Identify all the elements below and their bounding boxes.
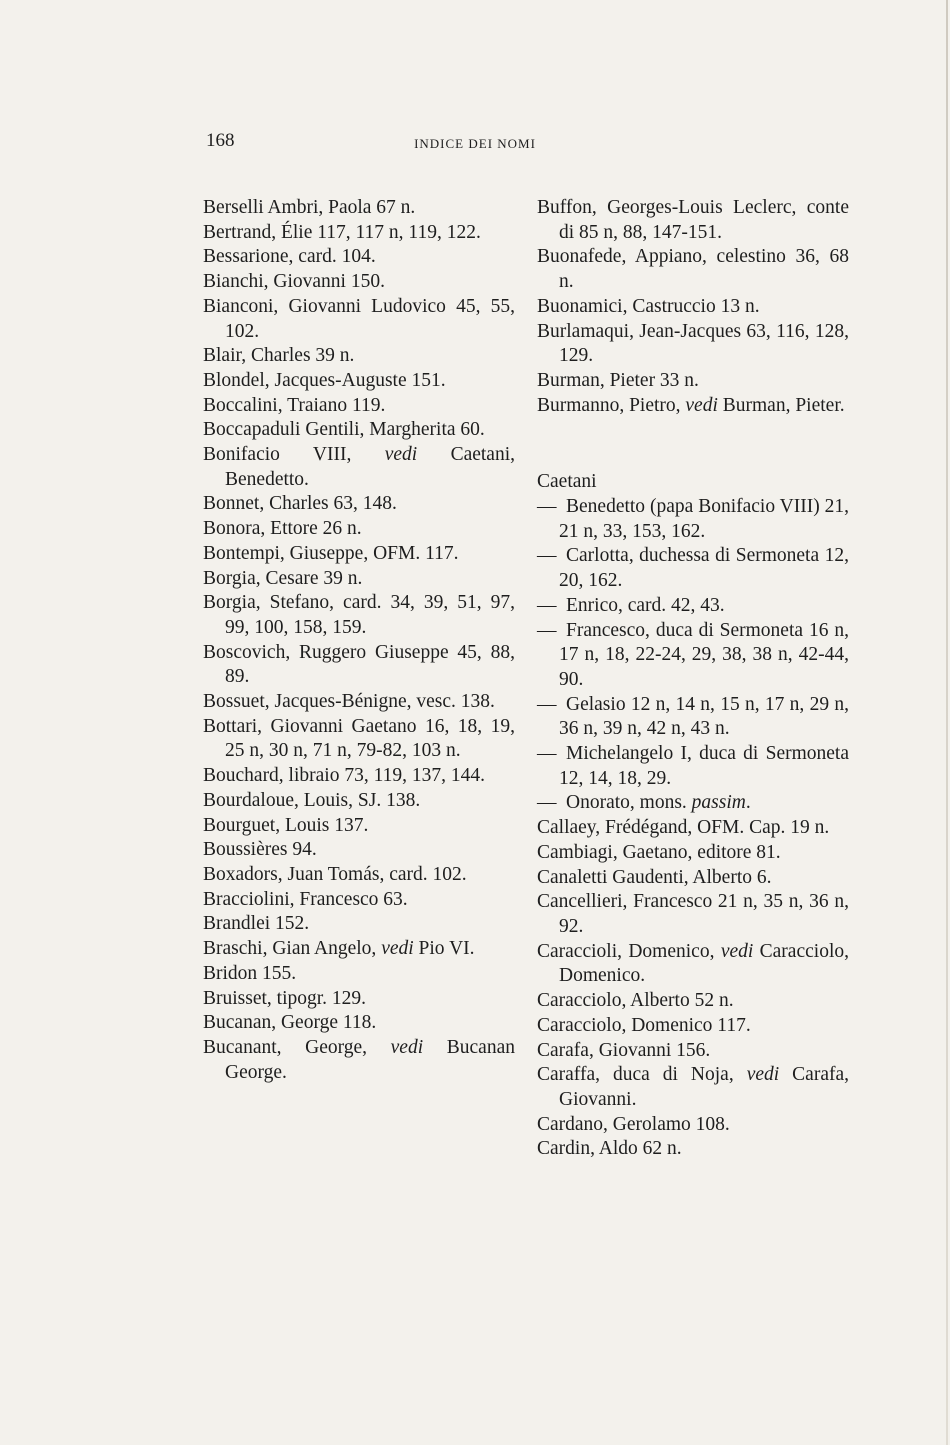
cross-reference-text: passim [691,792,746,814]
entry-text: Berselli Ambri, Paola 67 n. [203,197,416,218]
entry-text: Caetani [537,471,597,493]
entry-text: Cardano, Gerolamo 108. [537,1113,730,1135]
index-subentry [537,495,849,544]
page-edge [946,0,948,1445]
entry-text: Brandlei 152. [203,913,310,935]
subentry-dash: — [537,619,557,641]
index-entry [203,962,515,987]
entry-text: Bonifacio VIII, [203,444,385,466]
index-entry [203,591,515,640]
index-subentry [537,544,849,593]
entry-text: Michelangelo I, duca di Sermoneta 12, 14, 18, 29. [559,743,849,789]
index-entry [203,690,515,715]
entry-text: Bottari, Giovanni Gaetano 16, 18, 19, 25 n, 30 n, 71 n, 79-82, 103 n. [203,715,515,762]
index-entry [203,418,515,443]
index-entry [203,369,515,394]
entry-text: Boussières 94. [203,839,317,861]
entry-text: Burlamaqui, Jean-Jacques 63, 116, 128, 129. [537,320,849,367]
entry-text: Onorato, mons. [566,792,692,814]
index-entry [203,196,515,221]
index-entry [537,841,849,866]
index-entry [203,517,515,542]
index-entry [537,816,849,841]
subentry-dash: — [537,743,557,765]
entry-text: Blondel, Jacques-Auguste 151. [203,369,446,391]
index-entry [537,369,849,394]
index-entry [537,866,849,891]
entry-text: Bourguet, Louis 137. [203,814,369,836]
entry-text: Cambiagi, Gaetano, editore 81. [537,841,781,863]
index-subentry [537,619,849,693]
index-entry [203,863,515,888]
entry-text: Bonora, Ettore 26 n. [203,518,362,540]
entry-text: Bessarione, card. 104. [203,246,376,268]
entry-text: Burman, Pieter 33 n. [537,369,699,391]
subentry-dash: — [537,545,557,567]
index-column-left [203,196,515,1085]
cross-reference-text: vedi [720,940,754,962]
entry-text: Boxadors, Juan Tomás, card. 102. [203,863,467,885]
cross-reference-text: vedi [746,1064,780,1086]
entry-text: Francesco, duca di Sermoneta 16 n, 17 n, 18, 22-24, 29, 38, 38 n, 42-44, 90. [559,619,849,690]
subentry-dash: — [537,496,557,518]
entry-text: Cancellieri, Francesco 21 n, 35 n, 36 n, 92. [537,891,849,937]
index-entry [537,320,849,369]
entry-text: Benedetto (papa Bonifacio VIII) 21, 21 n, 33, 153, 162. [559,496,849,542]
cross-reference-text: vedi [390,1036,424,1058]
index-entry [203,912,515,937]
index-entry [537,989,849,1014]
cross-reference-text: vedi [685,394,718,416]
index-entry [203,443,515,492]
index-entry [203,270,515,295]
index-entry [537,1039,849,1064]
cross-reference-text: vedi [384,444,418,466]
entry-text: Bertrand, Élie 117, 117 n, 119, 122. [203,221,481,243]
index-entry [203,295,515,344]
index-entry [203,888,515,913]
index-entry [203,567,515,592]
entry-text: Buonafede, Appiano, celestino 36, 68 n. [537,246,849,293]
entry-text: Gelasio 12 n, 14 n, 15 n, 17 n, 29 n, 36 n, 39 n, 42 n, 43 n. [559,693,849,740]
entry-text: Carafa, Giovanni. [559,1064,849,1110]
entry-text: Bontempi, Giuseppe, OFM. 117. [203,542,459,564]
index-entry [537,394,849,419]
entry-text: Caraffa, duca di Noja, [537,1064,747,1086]
entry-text: Boscovich, Ruggero Giuseppe 45, 88, 89. [203,641,515,688]
entry-text: Caracciolo, Alberto 52 n. [537,990,734,1012]
index-subentry [537,693,849,742]
entry-text: Bridon 155. [203,962,297,984]
index-entry [537,940,849,989]
running-head: INDICE DEI NOMI [414,136,536,151]
index-entry [203,789,515,814]
entry-text: Bucanan, George 118. [203,1012,377,1034]
entry-text: Borgia, Cesare 39 n. [203,567,363,589]
entry-text: Buffon, Georges-Louis Leclerc, conte di 85 n, 88, 147-151. [537,197,849,243]
index-subentry [537,791,849,816]
entry-text: Carlotta, duchessa di Sermoneta 12, 20, 162. [559,545,849,592]
index-entry [203,814,515,839]
index-entry [537,295,849,320]
entry-text: Bianchi, Giovanni 150. [203,271,385,293]
entry-text: Boccapaduli Gentili, Margherita 60. [203,419,485,441]
cross-reference-text: vedi [381,938,414,960]
entry-text: Burmanno, Pietro, [537,394,686,416]
entry-text: Caracciolo, Domenico. [559,940,849,987]
index-entry [537,1137,849,1162]
entry-text: Bracciolini, Francesco 63. [203,888,408,910]
entry-text: Pio VI. [413,938,475,960]
index-subentry [537,594,849,619]
entry-text: Canaletti Gaudenti, Alberto 6. [537,866,772,888]
index-entry [203,344,515,369]
index-entry [537,890,849,939]
index-entry [203,245,515,270]
entry-text: Callaey, Frédégand, OFM. Cap. 19 n. [537,817,830,839]
entry-text: Buonamici, Castruccio 13 n. [537,295,760,317]
entry-text: Caetani, Benedetto. [225,444,515,490]
entry-text: Bouchard, libraio 73, 119, 137, 144. [203,765,485,787]
entry-text: Carafa, Giovanni 156. [537,1039,711,1061]
subentry-dash: — [537,693,557,715]
index-entry [203,1036,515,1085]
index-entry [537,196,849,245]
entry-text: Boccalini, Traiano 119. [203,394,386,416]
entry-text: Bucanan George. [225,1036,515,1083]
entry-text: Caracciolo, Domenico 117. [537,1014,751,1036]
entry-text: Bruisset, tipogr. 129. [203,987,367,1009]
entry-text: Bonnet, Charles 63, 148. [203,493,397,515]
entry-text: Cardin, Aldo 62 n. [537,1138,682,1160]
index-entry [537,1014,849,1039]
index-entry [203,987,515,1012]
index-entry [203,764,515,789]
entry-text: Bianconi, Giovanni Ludovico 45, 55, 102. [203,295,515,342]
entry-text: Blair, Charles 39 n. [203,345,355,367]
index-entry [203,641,515,690]
subentry-dash: — [537,594,557,616]
index-entry [203,221,515,246]
index-entry [203,838,515,863]
entry-text: Caraccioli, Domenico, [537,940,721,962]
index-entry [203,715,515,764]
entry-text: Bossuet, Jacques-Bénigne, vesc. 138. [203,691,495,713]
entry-text: Braschi, Gian Angelo, [203,938,382,960]
entry-text: Burman, Pieter. [717,394,845,416]
subentry-dash: — [537,792,557,814]
index-entry [203,1011,515,1036]
index-entry [203,937,515,962]
index-subentry [537,742,849,791]
index-entry [537,1113,849,1138]
entry-text: Borgia, Stefano, card. 34, 39, 51, 97, 99, 100, 158, 159. [203,592,515,638]
index-entry [203,492,515,517]
index-heading [537,470,849,495]
page-number: 168 [206,130,235,151]
entry-text: . [745,792,751,814]
entry-text: Bourdaloue, Louis, SJ. 138. [203,789,421,811]
index-column-right [537,196,849,1162]
index-entry [203,394,515,419]
entry-text: Bucanant, George, [203,1036,391,1058]
index-entry [537,1063,849,1112]
index-entry [203,542,515,567]
entry-text: Enrico, card. 42, 43. [566,594,725,616]
index-entry [537,245,849,294]
